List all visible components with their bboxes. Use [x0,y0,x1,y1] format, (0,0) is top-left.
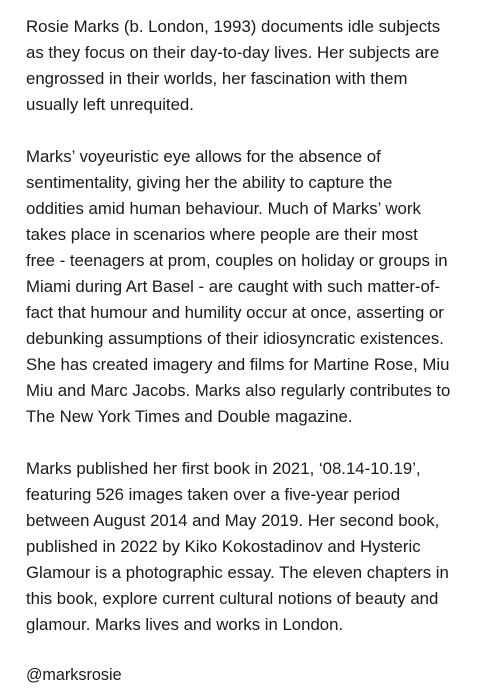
text-line: published in 2022 by Kiko Kokostadinov and Hysteric [26,537,421,556]
text-line: usually left unrequited. [26,95,194,114]
text-line: this book, explore current cultural notions of beauty and [26,589,439,608]
text-line: She has created imagery and films for Martine Rose, Miu [26,355,450,374]
text-line: as they focus on their day-to-day lives. Her subjects are [26,43,440,62]
paragraph-books [26,456,466,638]
text-line: The New York Times and Double magazine. [26,407,353,426]
text-line: Miu and Marc Jacobs. Marks also regularly contributes to [26,381,451,400]
text-line: Marks’ voyeuristic eye allows for the absence of [26,147,381,166]
social-handle[interactable]: @marksrosie [26,666,122,684]
text-line: Rosie Marks (b. London, 1993) documents idle subjects [26,17,441,36]
bio-text [26,14,466,638]
paragraph-spacer [26,430,466,456]
text-line: engrossed in their worlds, her fascination with them [26,69,408,88]
text-line: Miami during Art Basel - are caught with such matter-of- [26,277,441,296]
text-line: Glamour is a photographic essay. The eleven chapters in [26,563,449,582]
text-line: free - teenagers at prom, couples on holiday or groups in [26,251,448,270]
text-line: debunking assumptions of their idiosyncratic existences. [26,329,444,348]
text-line: glamour. Marks lives and works in London. [26,615,344,634]
text-line: oddities amid human behaviour. Much of Marks’ work [26,199,421,218]
text-line: sentimentality, giving her the ability to capture the [26,173,393,192]
paragraph-style [26,144,466,430]
text-line: Marks published her first book in 2021, ‘08.14-10.19’, [26,459,421,478]
text-line: between August 2014 and May 2019. Her second book, [26,511,440,530]
text-line: fact that humour and humility occur at once, asserting or [26,303,444,322]
text-line: takes place in scenarios where people are their most [26,225,418,244]
paragraph-spacer [26,118,466,144]
paragraph-intro [26,14,466,118]
text-line: featuring 526 images taken over a five-year period [26,485,401,504]
